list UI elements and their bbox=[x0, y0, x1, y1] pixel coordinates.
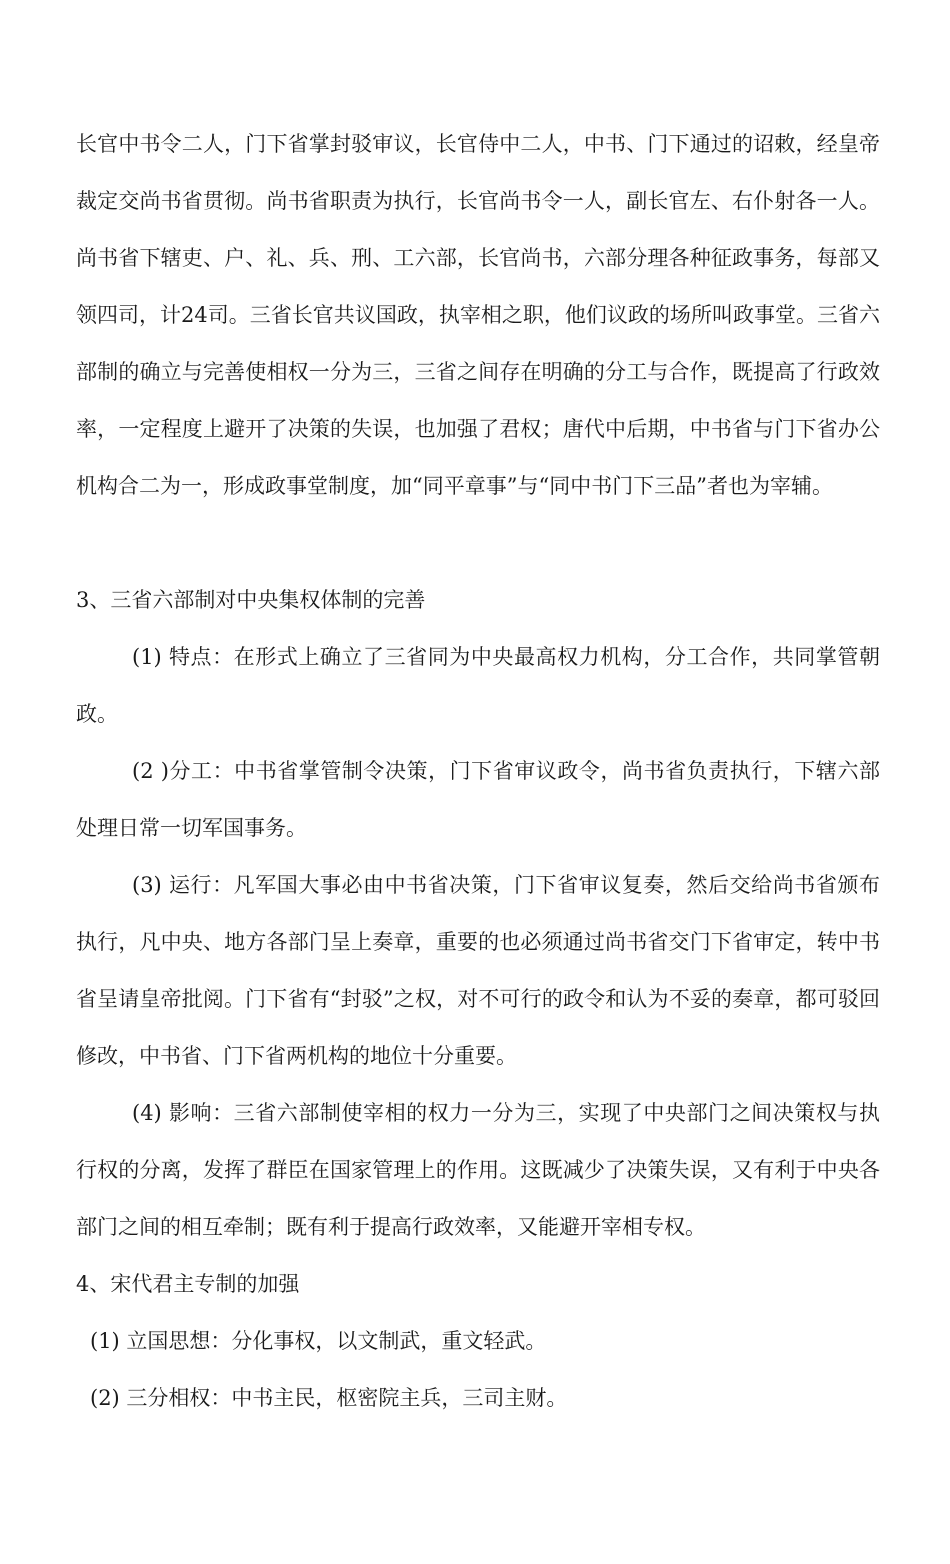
section-3-point-1: (1) 特点：在形式上确立了三省同为中央最高权力机构，分工合作，共同掌管朝政。 bbox=[76, 645, 880, 726]
section-3-point-3: (3) 运行：凡军国大事必由中书省决策，门下省审议复奏，然后交给尚书省颁布执行，凡中央、地方各部门呈上奏章，重要的也必须通过尚书省交门下省审定，转中书省呈请皇帝批阅。门下省有“封驳”之权，对不可行的政令和认为不妥的奏章，都可驳回修改，中书省、门下省两机构的地位十分重要。 bbox=[76, 873, 880, 1068]
document-body bbox=[76, 116, 880, 1427]
section-3-point-2: (2 )分工：中书省掌管制令决策，门下省审议政令，尚书省负责执行，下辖六部处理日常一切军国事务。 bbox=[76, 759, 880, 840]
section-spacer bbox=[76, 515, 880, 572]
section-4-item-2: (2) 三分相权：中书主民，枢密院主兵，三司主财。 bbox=[90, 1386, 568, 1410]
section-3-point-4: (4) 影响：三省六部制使宰相的权力一分为三，实现了中央部门之间决策权与执行权的分离，发挥了群臣在国家管理上的作用。这既减少了决策失误，又有利于中央各部门之间的相互牵制；既有利于提高行政效率，又能避开宰相专权。 bbox=[76, 1101, 880, 1239]
intro-paragraph: 长官中书令二人，门下省掌封驳审议，长官侍中二人，中书、门下通过的诏敕，经皇帝裁定交尚书省贯彻。尚书省职责为执行，长官尚书令一人，副长官左、右仆射各一人。尚书省下辖吏、户、礼、兵、刑、工六部，长官尚书，六部分理各种征政事务，每部又领四司，计24司。三省长官共议国政，执宰相之职，他们议政的场所叫政事堂。三省六部制的确立与完善使相权一分为三，三省之间存在明确的分工与合作，既提高了行政效率，一定程度上避开了决策的失误，也加强了君权；唐代中后期，中书省与门下省办公机构合二为一，形成政事堂制度，加“同平章事”与“同中书门下三品”者也为宰辅。 bbox=[76, 132, 880, 498]
section-3-heading: 3、三省六部制对中央集权体制的完善 bbox=[76, 588, 426, 612]
section-4-heading: 4、宋代君主专制的加强 bbox=[76, 1272, 300, 1296]
section-4-item-1: (1) 立国思想：分化事权，以文制武，重文轻武。 bbox=[90, 1329, 547, 1353]
